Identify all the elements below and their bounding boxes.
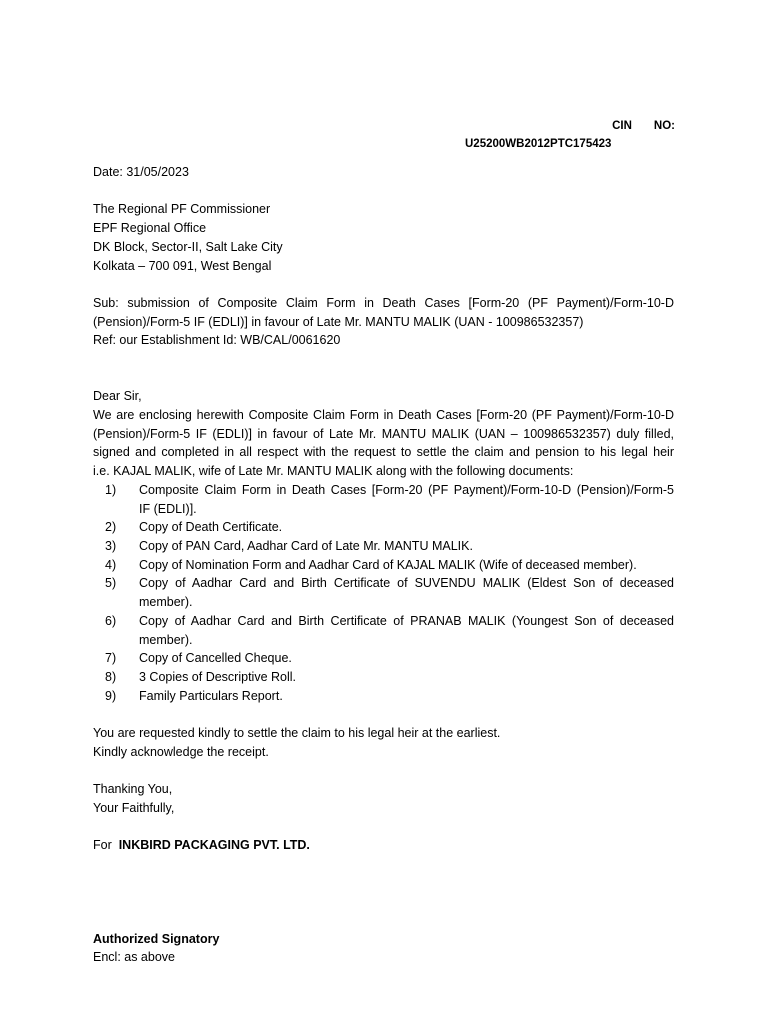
reference-line: Ref: our Establishment Id: WB/CAL/0061620 <box>93 333 341 348</box>
list-item <box>93 556 674 575</box>
company-name: INKBIRD PACKAGING PVT. LTD. <box>118 838 310 853</box>
list-item <box>93 687 674 706</box>
list-item-text: Copy of PAN Card, Aadhar Card of Late Mr. MANTU MALIK. <box>139 539 473 553</box>
list-number: 7) <box>105 651 117 666</box>
company-line <box>93 836 674 855</box>
list-item <box>93 481 674 518</box>
intro-line: signed and completed in all respect with the request to settle the claim and pension to his legal heir <box>93 445 674 460</box>
recipient-line: DK Block, Sector-II, Salt Lake City <box>93 239 283 254</box>
recipient-line: The Regional PF Commissioner <box>93 202 271 217</box>
list-number: 6) <box>105 613 117 628</box>
list-item <box>93 612 674 649</box>
list-item-text: Copy of Death Certificate. <box>139 520 283 535</box>
list-item-text: IF (EDLI)]. <box>139 501 197 516</box>
list-item <box>93 537 674 556</box>
salutation: Dear Sir, <box>93 389 142 404</box>
intro-line: We are enclosing herewith Composite Claim Form in Death Cases [Form-20 (PF Payment)/Form-10-D <box>93 408 674 423</box>
subject-block <box>93 294 674 350</box>
thanks-line: Thanking You, <box>93 782 173 797</box>
list-number: 8) <box>105 669 117 684</box>
documents-list <box>93 481 674 705</box>
list-item-text: member). <box>139 595 193 610</box>
recipient-address <box>93 200 674 275</box>
cin-no-label: NO: <box>653 120 675 132</box>
list-item <box>93 649 674 668</box>
signatory-label: Authorized Signatory <box>93 931 220 946</box>
cin-number: U25200WB2012PTC175423 <box>465 138 612 150</box>
letter-date: Date: 31/05/2023 <box>93 165 189 179</box>
recipient-line: Kolkata – 700 091, West Bengal <box>93 258 272 273</box>
intro-line: (Pension)/Form-5 IF (EDLI)] in favour of Late Mr. MANTU MALIK (UAN – 100986532357) duly filled, <box>93 426 674 441</box>
subject-line: Sub: submission of Composite Claim Form in Death Cases [Form-20 (PF Payment)/Form-10-D <box>93 295 674 310</box>
list-number: 9) <box>105 688 117 703</box>
subject-line: (Pension)/Form-5 IF (EDLI)] in favour of Late Mr. MANTU MALIK (UAN - 100986532357) <box>93 314 584 329</box>
list-number: 5) <box>105 576 117 591</box>
list-item <box>93 518 674 537</box>
list-item-text: Copy of Aadhar Card and Birth Certificate of PRANAB MALIK (Youngest Son of deceased <box>139 613 674 628</box>
for-label: For <box>93 838 112 853</box>
request-line: You are requested kindly to settle the claim to his legal heir at the earliest. <box>93 726 501 741</box>
list-item-text: Composite Claim Form in Death Cases [Form-20 (PF Payment)/Form-10-D (Pension)/Form-5 <box>139 482 674 497</box>
letter-body <box>93 163 674 967</box>
list-item <box>93 668 674 687</box>
list-item <box>93 574 674 611</box>
cin-label: CIN <box>612 120 632 132</box>
list-number: 2) <box>105 520 117 535</box>
list-number: 3) <box>105 539 117 553</box>
list-item-text: member). <box>139 632 193 647</box>
intro-line: i.e. KAJAL MALIK, wife of Late Mr. MANTU MALIK along with the following documents: <box>93 464 574 479</box>
cin-header <box>440 117 675 150</box>
recipient-line: EPF Regional Office <box>93 221 207 236</box>
enclosure-line: Encl: as above <box>93 950 175 965</box>
list-item-text: Copy of Aadhar Card and Birth Certificate of SUVENDU MALIK (Eldest Son of deceased <box>139 576 674 591</box>
list-item-text: 3 Copies of Descriptive Roll. <box>139 669 297 684</box>
list-item-text: Family Particulars Report. <box>139 688 283 703</box>
intro-paragraph <box>93 406 674 481</box>
valediction: Your Faithfully, <box>93 800 175 815</box>
list-number: 4) <box>105 557 117 572</box>
list-item-text: Copy of Cancelled Cheque. <box>139 651 292 666</box>
list-item-text: Copy of Nomination Form and Aadhar Card of KAJAL MALIK (Wife of deceased member). <box>139 557 637 572</box>
list-number: 1) <box>105 482 117 497</box>
acknowledge-line: Kindly acknowledge the receipt. <box>93 744 269 759</box>
